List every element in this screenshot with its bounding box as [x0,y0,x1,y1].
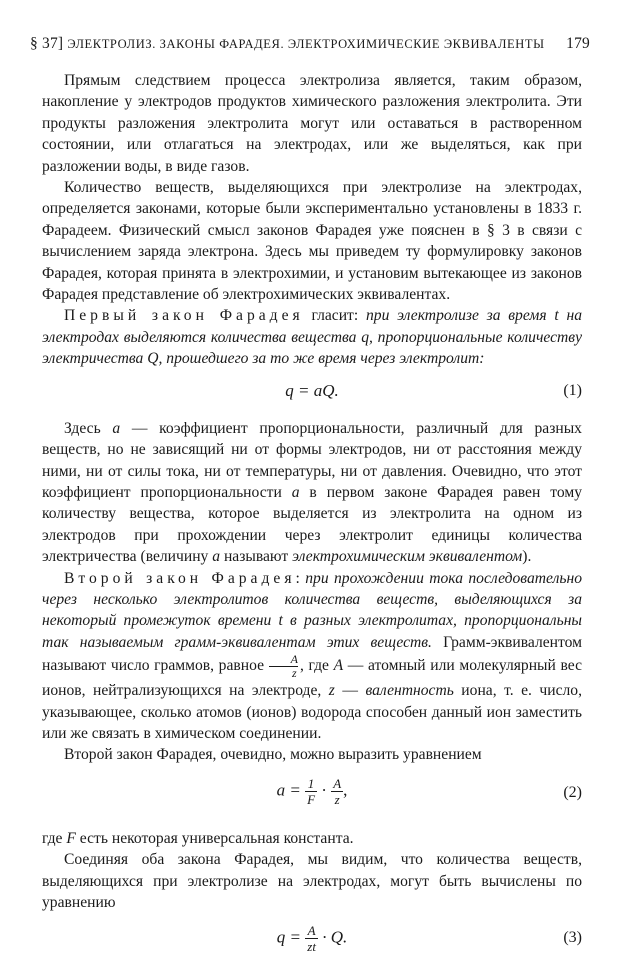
paragraph-second-law-equation: Второй закон Фарадея, очевидно, можно выразить уравнением [64,746,482,764]
formula-1-number: (1) [563,381,582,399]
paragraph-second-law: Второй закон Фарадея: при прохождении тока последовательно через несколько электролитов количества веществ, выделяющихся за некоторый промежуток времени t в разных электролитах, пропорциональны так называемым грамм-эквивалентам этих веществ. Грамм-эквивалентом называют число граммов, равное $\frac{A}{z}$ , где A — атомный или молекулярный вес ионов, нейтрализующихся на электроде, z — валентность иона, т. е. число, указывающее, сколько атомов (ионов) водорода способен данный ион заместить или же связать в химическом соединении. [42,569,583,742]
paragraph-electrolysis-products: Прямым следствием процесса электролиза является, таким образом, накопление у электродов продуктов химического разложения электролита. Эти продукты разложения электролита могут или оставаться в растворенном состоянии, или отлагаться на электродах, или же выделяться, как при разложении воды, в виде газов. [42,72,582,175]
formula-2-number: (2) [563,783,582,801]
page-body [42,70,582,967]
term-electrochemical-equivalent: электрохимическим эквивалентом [292,548,523,566]
inline-fraction-A-over-z: $\frac{A}{z}$ [269,653,298,680]
paragraph-combined-laws: Соединяя оба закона Фарадея, мы видим, что количества веществ, выделяющихся при электролизе на электродах, могут быть вычислены по уравнению [42,851,582,911]
running-header [30,35,590,53]
formula-2-expression: a = $\frac{1}{F}$ · $\frac{A}{z}$ , [276,775,348,807]
formula-2 [42,770,582,818]
formula-1 [42,374,582,408]
formula-3-number: (3) [563,929,582,947]
first-law-verb: гласит: [303,307,366,325]
paragraph-universal-constant: где F есть некоторая универсальная константа. [42,829,354,847]
formula-1-expression: q = aQ. [285,380,339,400]
paragraph-first-law [42,305,582,369]
section-ref: § 37] [30,35,64,52]
paragraph-faraday-laws-intro: Количество веществ, выделяющихся при электролизе на электродах, определяется законами, которые были экспериментально установлены в 1833 г. Фарадеем. Физический смысл законов Фарадея уже пояснен в § 3 в связи с вычислением заряда электрона. Здесь мы приведем ту формулировку законов Фарадея, которая принята в электрохимии, и установим вытекающее из законов Фарадея представление об электрохимических эквивалентах. [42,179,582,304]
paragraph-coefficient: Здесь a — коэффициент пропорциональности, различный для разных веществ, но не зависящий ни от формы электродов, ни от расстояния между ними, ни от силы тока, ни от температуры, ни от давления. Очевидно, что этот коэффициент пропорциональности a в первом законе Фарадея равен тому количеству вещества, которое выделяется из электролита на одном из электродов при прохождении через электролит единицы количества электричества (величину a называют электрохимическим эквивалентом). [42,419,582,566]
chapter-title: ЭЛЕКТРОЛИЗ. ЗАКОНЫ ФАРАДЕЯ. ЭЛЕКТРОХИМИЧЕСКИЕ ЭКВИВАЛЕНТЫ [67,37,545,51]
second-law-statement: при прохождении тока последовательно через несколько электролитов количества веществ, выделяющихся за некоторый промежуток времени t в разных электролитах, пропорциональны так называемым грамм-эквивалентам этих веществ. [42,569,582,651]
page-number: 179 [566,35,590,52]
term-valence: валентность [365,682,454,700]
second-law-heading: Второй закон Фарадея [64,569,296,587]
first-law-heading: Первый закон Фарадея [64,307,304,325]
formula-3 [42,917,582,957]
first-law-statement: при электролизе за время t на электродах выделяются количества вещества q, пропорциональные количеству электричества Q, прошедшего за то же время через электролит: [42,307,582,368]
formula-3-expression: q = $\frac{A}{zt}$ · Q. [276,923,348,955]
